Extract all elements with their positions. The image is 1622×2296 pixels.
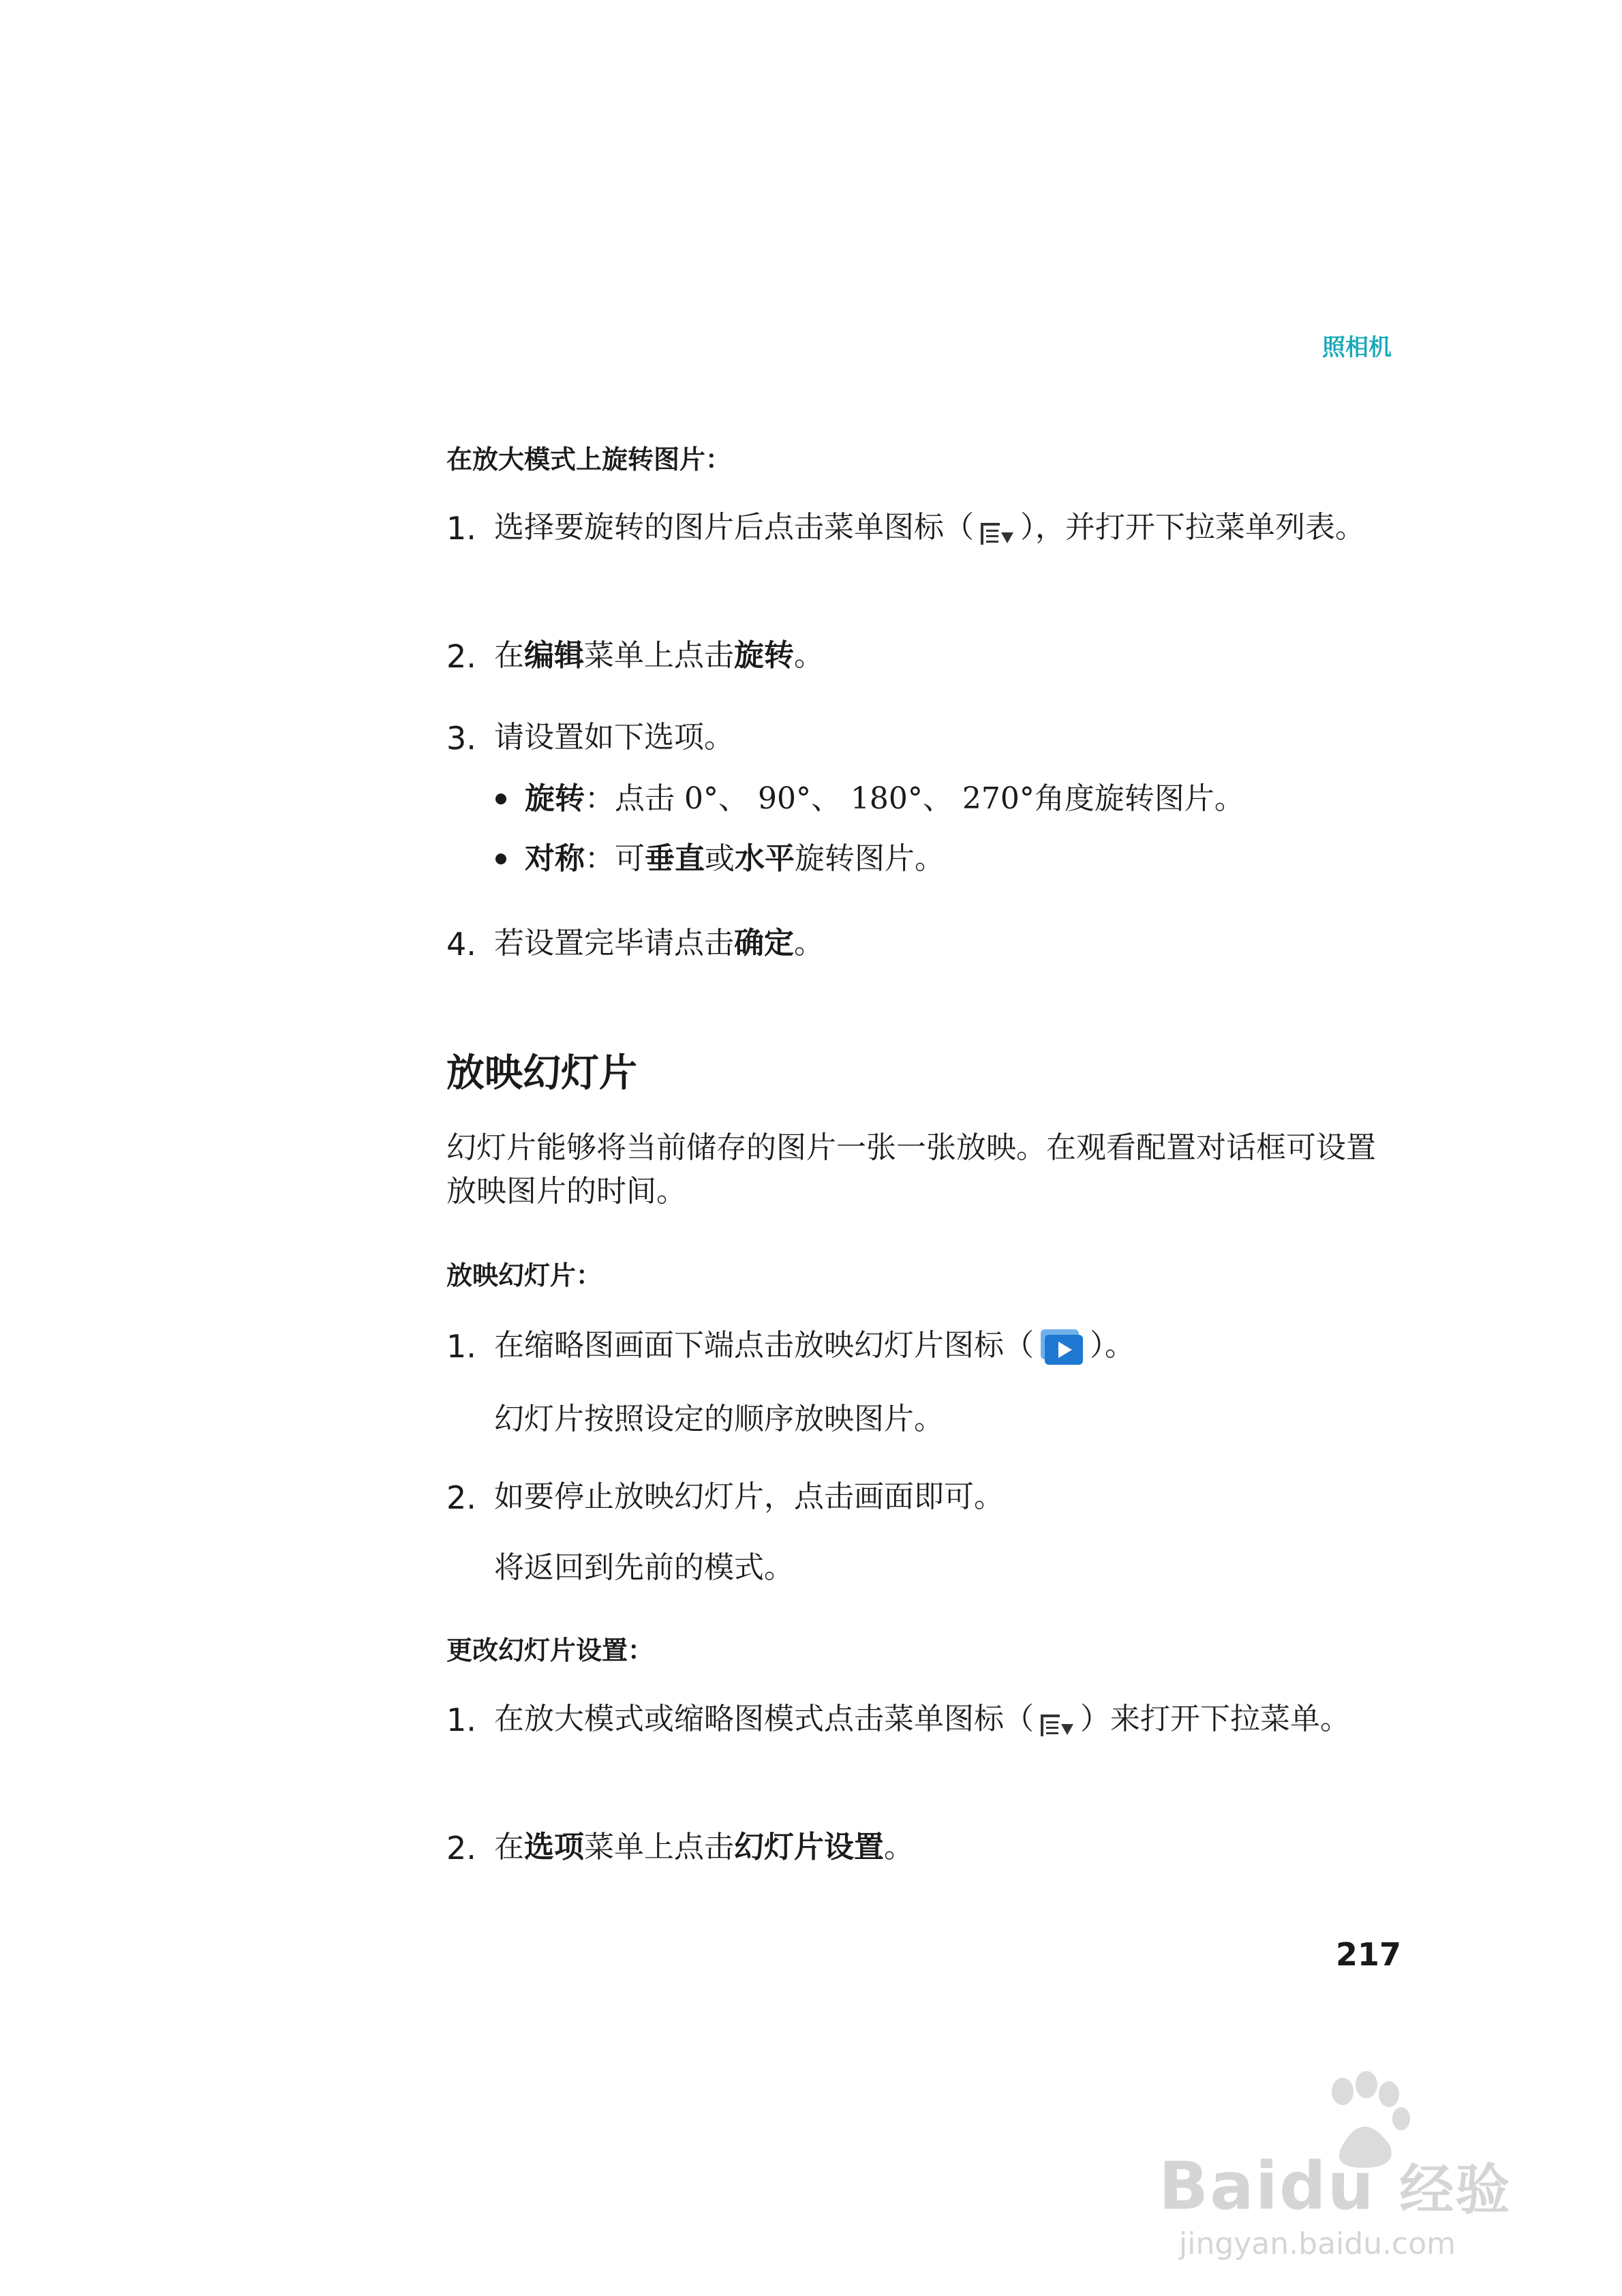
settings-step-2-number: 2. — [446, 1830, 476, 1867]
slideshow-heading: 放映幻灯片 — [446, 1051, 637, 1096]
menu-icon — [1039, 1708, 1075, 1735]
text-run: 菜单上点击 — [584, 638, 734, 673]
watermark-url: jingyan.baidu.com — [1179, 2226, 1456, 2261]
text-run: ： — [585, 841, 615, 876]
text-run: 若设置完毕请点击 — [494, 926, 734, 961]
rotate-step-2-text — [494, 634, 1401, 678]
slideshow-step-2-note: 将返回到先前的模式。 — [494, 1550, 794, 1585]
text-run: 菜单上点击 — [584, 1830, 734, 1864]
rotate-subheading: 在放大模式上旋转图片： — [446, 444, 732, 474]
vertical-label: 垂直 — [645, 841, 705, 876]
text-run: 。 — [794, 926, 824, 961]
rotate-step-3-number: 3. — [446, 720, 476, 757]
slideshow-intro: 幻灯片能够将当前储存的图片一张一张放映。在观看配置对话框可设置放映图片的时间。 — [446, 1130, 1376, 1209]
baidu-watermark — [1159, 2066, 1540, 2263]
option-mirror — [525, 837, 945, 881]
rotate-step-2-number: 2. — [446, 638, 476, 675]
slideshow-step-2-number: 2. — [446, 1479, 476, 1516]
settings-step-1-number: 1. — [446, 1702, 476, 1738]
settings-step-1-text — [494, 1697, 1401, 1741]
settings-step-1-after: ）来打开下拉菜单。 — [1080, 1702, 1350, 1736]
rotate-step-1-before: 选择要旋转的图片后点击菜单图标（ — [494, 510, 974, 545]
slideshow-step-1-note: 幻灯片按照设定的顺序放映图片。 — [494, 1402, 944, 1436]
rotate-step-3-text: 请设置如下选项。 — [494, 720, 734, 755]
rotate-step-1-number: 1. — [446, 510, 476, 547]
menu-icon — [979, 516, 1015, 543]
watermark-brand: Baidu — [1159, 2148, 1375, 2224]
rotate-step-4-text — [494, 922, 1401, 965]
text-run: 。 — [884, 1830, 914, 1864]
slideshow-subheading: 放映幻灯片： — [446, 1260, 602, 1290]
text-run: 在 — [494, 638, 524, 673]
settings-step-1-before: 在放大模式或缩略图模式点击菜单图标（ — [494, 1702, 1034, 1736]
rotate-label: 旋转 — [734, 638, 794, 673]
page-number: 217 — [1336, 1936, 1402, 1973]
text-run: 在 — [494, 1830, 524, 1864]
text-run: 可 — [615, 841, 645, 876]
settings-subheading: 更改幻灯片设置： — [446, 1635, 654, 1665]
slideshow-step-2-text: 如要停止放映幻灯片，点击画面即可。 — [494, 1479, 1004, 1514]
bullet-dot — [495, 854, 506, 864]
confirm-label: 确定 — [734, 926, 794, 961]
slideshow-settings-label: 幻灯片设置 — [734, 1830, 884, 1864]
horizontal-label: 水平 — [735, 841, 795, 876]
options-menu-label: 选项 — [524, 1830, 584, 1864]
text-run: 或 — [705, 841, 735, 876]
text-run: ： — [585, 781, 615, 816]
option-mirror-label: 对称 — [525, 841, 585, 876]
watermark-product: 经验 — [1399, 2158, 1512, 2222]
rotate-step-1-after: ），并打开下拉菜单列表。 — [1020, 510, 1365, 545]
rotate-step-1-text — [494, 506, 1401, 549]
bullet-dot — [495, 794, 506, 804]
rotate-step-4-number: 4. — [446, 926, 476, 963]
section-title: 照相机 — [1322, 334, 1392, 361]
text-run: 旋转图片。 — [795, 841, 945, 876]
option-rotate — [525, 777, 1244, 821]
edit-menu-label: 编辑 — [524, 638, 584, 673]
slideshow-step-1-text — [494, 1324, 1401, 1368]
text-run: 。 — [794, 638, 824, 673]
slideshow-step-1-before: 在缩略图画面下端点击放映幻灯片图标（ — [494, 1328, 1034, 1363]
slideshow-step-1-after: ）。 — [1090, 1328, 1135, 1363]
slideshow-play-icon — [1038, 1328, 1086, 1368]
settings-step-2-text — [494, 1826, 1401, 1869]
option-rotate-text: 点击 0°、 90°、 180°、 270°角度旋转图片。 — [615, 781, 1244, 816]
slideshow-step-1-number: 1. — [446, 1328, 476, 1365]
option-rotate-label: 旋转 — [525, 781, 585, 816]
